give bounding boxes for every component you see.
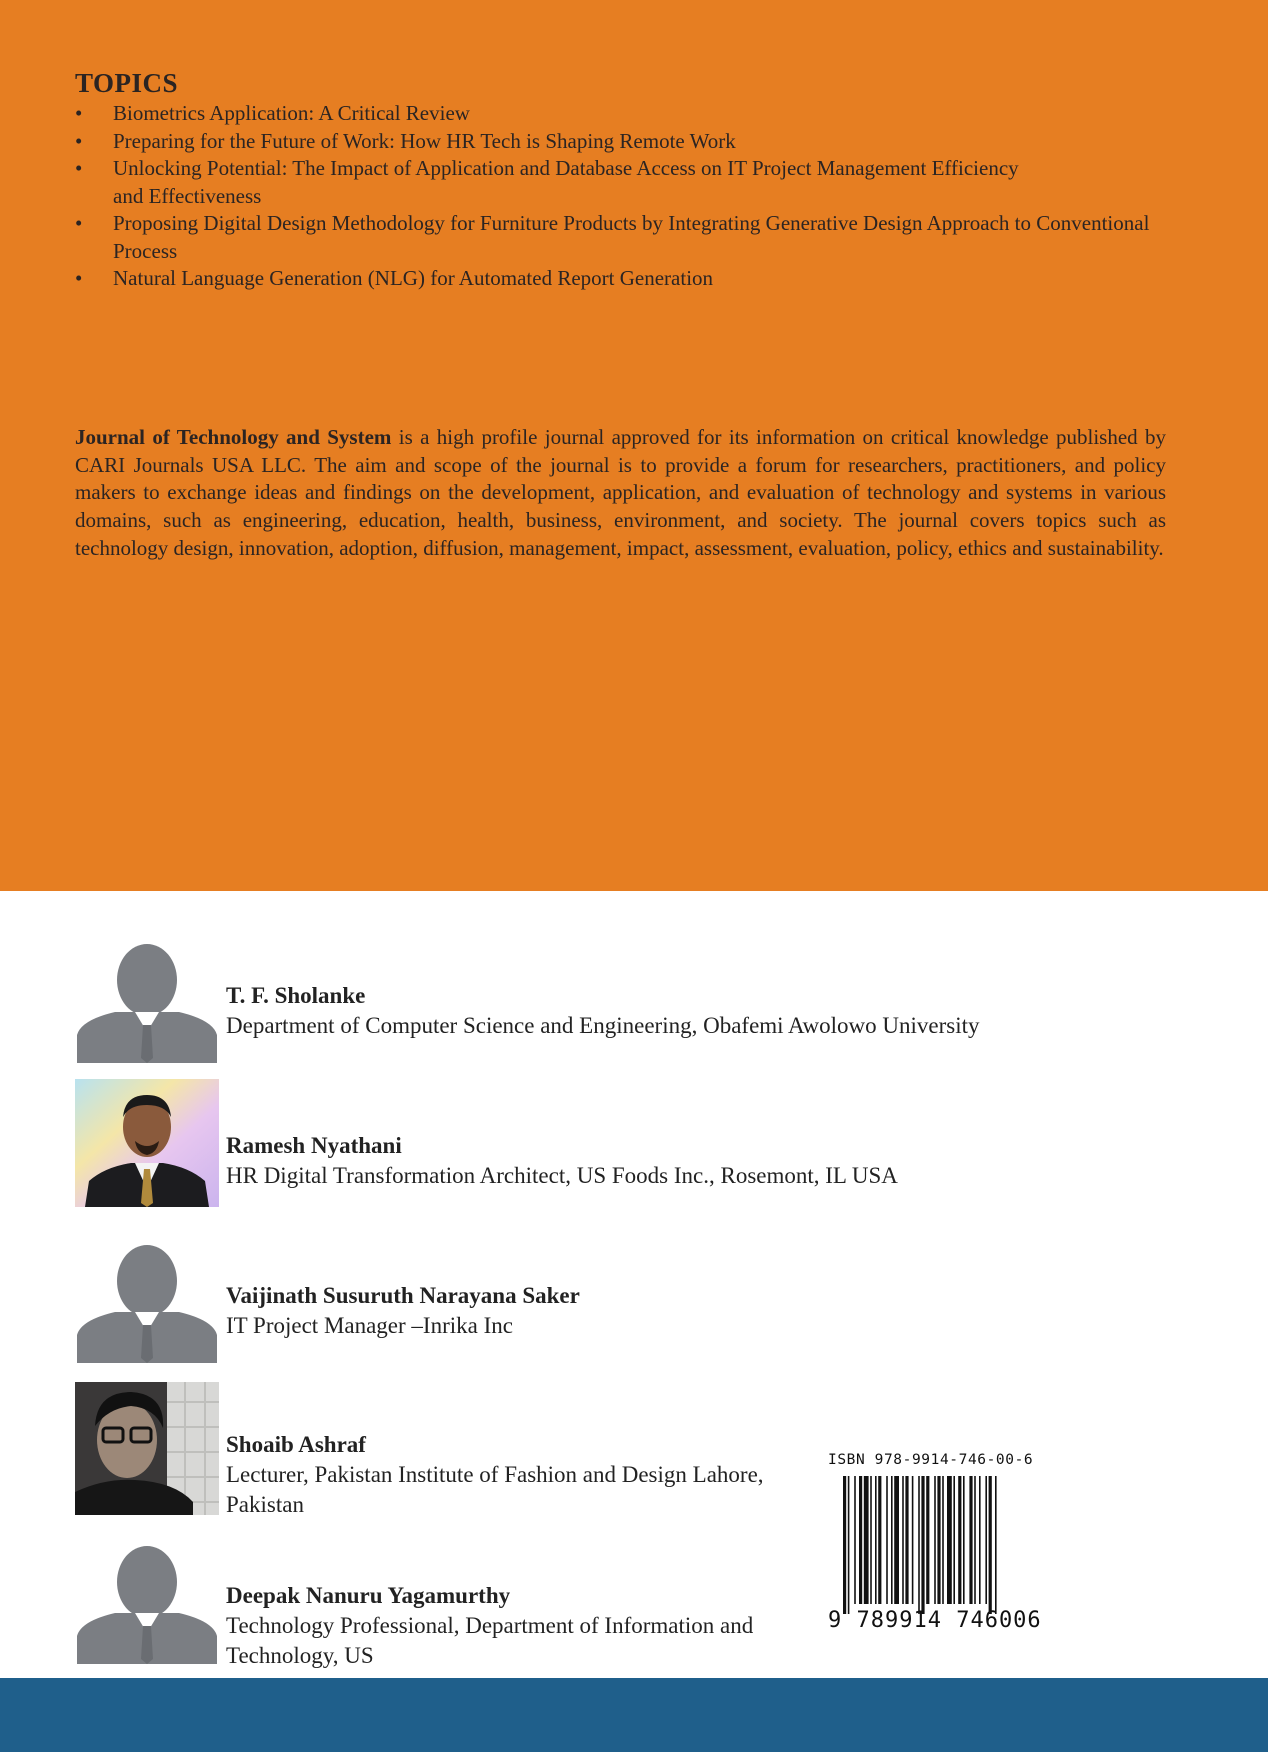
bullet-icon: •: [75, 128, 83, 153]
barcode-icon: [843, 1476, 1053, 1616]
barcode-bar: [995, 1476, 997, 1614]
barcode-bar: [947, 1476, 952, 1604]
topics-list: [75, 100, 1195, 293]
barcode-bar: [905, 1476, 908, 1604]
topic-item: [75, 100, 1195, 128]
author-entry: [226, 1581, 786, 1671]
author-name: Deepak Nanuru Yagamurthy: [226, 1583, 511, 1608]
barcode-bar: [979, 1476, 981, 1604]
barcode-bar: [875, 1476, 877, 1604]
author-affiliation: HR Digital Transformation Architect, US Foods Inc., Rosemont, IL USA: [226, 1163, 898, 1188]
journal-name: Journal of Technology and System: [75, 425, 392, 449]
bullet-icon: •: [75, 266, 83, 290]
barcode-bar: [894, 1476, 899, 1604]
topic-text: Unlocking Potential: The Impact of Application and Database Access on IT Project Management Efficiency and Effectiveness: [113, 156, 1019, 208]
topic-item: [75, 210, 1195, 265]
barcode-bar: [926, 1476, 929, 1604]
author-entry: [226, 1430, 816, 1520]
author-affiliation: Lecturer, Pakistan Institute of Fashion and Design Lahore, Pakistan: [226, 1462, 764, 1517]
bullet-icon: •: [75, 156, 83, 180]
topic-text: Preparing for the Future of Work: How HR Tech is Shaping Remote Work: [113, 128, 736, 153]
topics-heading: TOPICS: [75, 68, 179, 98]
barcode-bar: [843, 1476, 846, 1614]
barcode-bar: [859, 1476, 862, 1604]
topic-text: Proposing Digital Design Methodology for Furniture Products by Integrating Generative Design Approach to Conventional Process: [113, 211, 1150, 263]
author-affiliation: IT Project Manager –Inrika Inc: [226, 1313, 513, 1338]
topic-item: [75, 155, 1033, 210]
topic-text: Natural Language Generation (NLG) for Automated Report Generation: [113, 266, 714, 290]
barcode-bar: [886, 1476, 888, 1604]
author-affiliation: Technology Professional, Department of Information and Technology, US: [226, 1613, 754, 1668]
bullet-icon: •: [75, 211, 83, 235]
silhouette-icon: [75, 940, 219, 1063]
topic-text: Biometrics Application: A Critical Review: [113, 101, 470, 125]
barcode-bar: [985, 1476, 987, 1604]
footer-band: [0, 1678, 1268, 1752]
barcode-bar: [934, 1476, 936, 1604]
barcode-bar: [963, 1476, 965, 1604]
author-name: Shoaib Ashraf: [226, 1432, 366, 1457]
isbn-barcode: [828, 1452, 1048, 1633]
barcode-bar: [969, 1476, 972, 1604]
barcode-bar: [912, 1476, 914, 1604]
barcode-bar: [878, 1476, 881, 1604]
topic-item: [75, 128, 1195, 156]
barcode-bar: [958, 1476, 961, 1604]
barcode-bar: [989, 1476, 992, 1614]
isbn-label: ISBN 978-9914-746-00-6: [828, 1452, 1034, 1468]
barcode-bar: [953, 1476, 955, 1604]
barcode-bar: [937, 1476, 940, 1604]
barcode-bar: [902, 1476, 904, 1604]
barcode-bar: [854, 1476, 856, 1604]
journal-description: [75, 424, 1166, 563]
barcode-digits: 9 789914 746006: [828, 1608, 1042, 1633]
barcode-bar: [848, 1476, 850, 1614]
barcode-bar: [921, 1476, 924, 1614]
author-entry: [226, 1131, 898, 1191]
author-affiliation: Department of Computer Science and Engineering, Obafemi Awolowo University: [226, 1013, 980, 1038]
barcode-bar: [891, 1476, 893, 1604]
barcode-bar: [974, 1476, 976, 1604]
silhouette-icon: [75, 1241, 219, 1363]
barcode-bar: [918, 1476, 920, 1614]
journal-description-text: is a high profile journal approved for its information on critical knowledge published by CARI Journals USA LLC. The aim and scope of the journal is to provide a forum for researchers, practitioners, and policy makers to exchange ideas and findings on the development, application, and evaluation of technology and systems in various domains, such as engineering, education, health, business, environment, and society. The journal covers topics such as technology design, innovation, adoption, diffusion, management, impact, assessment, evaluation, policy, ethics and sustainability.: [75, 425, 1166, 560]
silhouette-icon: [75, 1542, 219, 1664]
barcode-bar: [870, 1476, 872, 1604]
author-name: Vaijinath Susuruth Narayana Saker: [226, 1283, 580, 1308]
author-name: T. F. Sholanke: [226, 983, 366, 1008]
author-entry: [226, 1281, 580, 1341]
barcode-bar: [864, 1476, 869, 1604]
author-name: Ramesh Nyathani: [226, 1133, 402, 1158]
barcode-bar: [942, 1476, 944, 1604]
topic-item: [75, 265, 1195, 293]
author-photo: [75, 1079, 219, 1207]
author-entry: [226, 981, 980, 1041]
author-photo: [75, 1382, 219, 1515]
bullet-icon: •: [75, 101, 83, 125]
